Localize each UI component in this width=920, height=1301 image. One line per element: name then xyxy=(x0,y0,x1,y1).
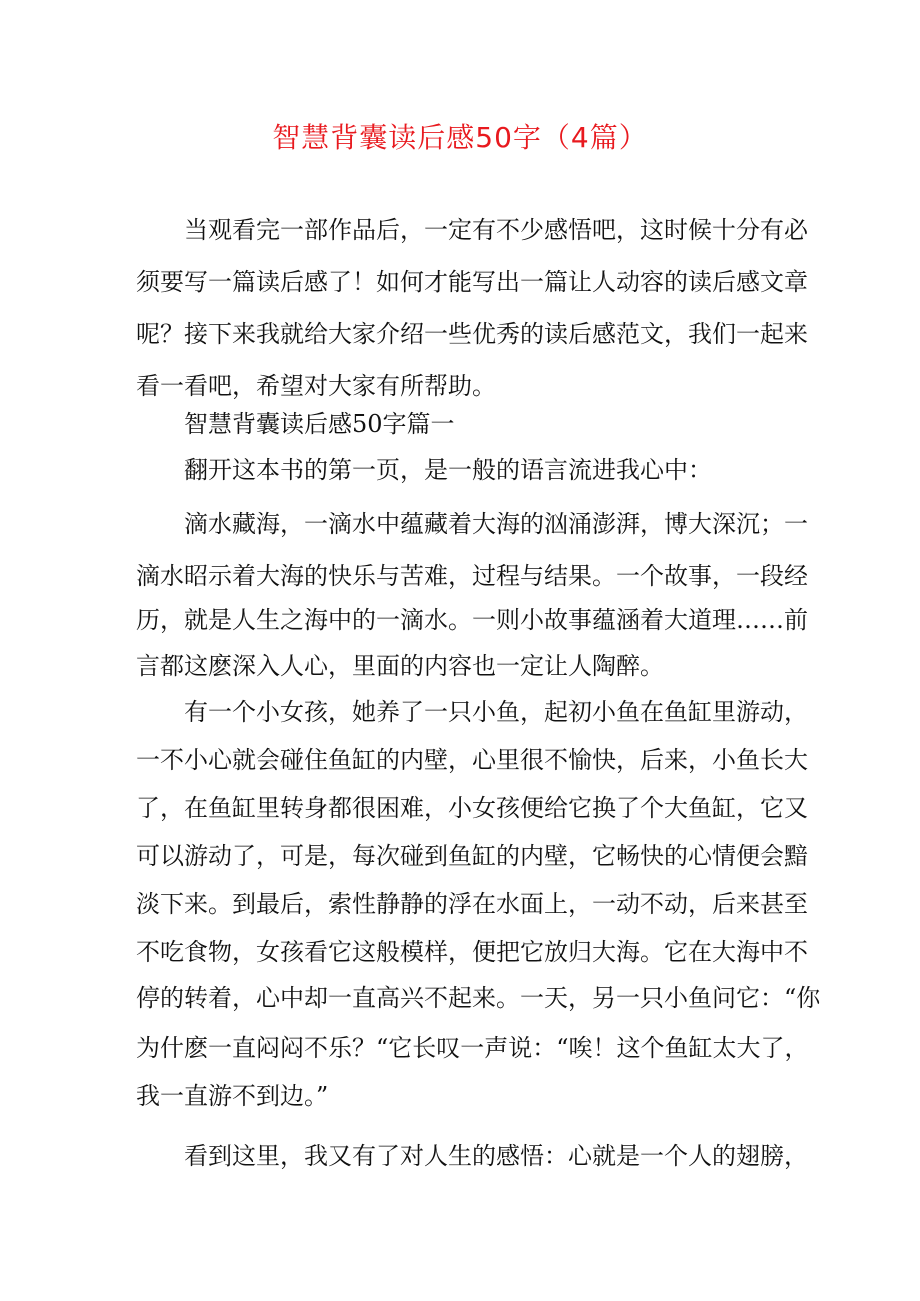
body-line: 当观看完一部作品后，一定有不少感悟吧，这时候十分有必 xyxy=(184,216,808,244)
body-line: 可以游动了，可是，每次碰到鱼缸的内壁，它畅快的心情便会黯 xyxy=(136,842,808,870)
body-line: 不吃食物，女孩看它这般模样，便把它放归大海。它在大海中不 xyxy=(136,938,808,966)
section-heading: 智慧背囊读后感50字篇一 xyxy=(184,410,455,438)
body-line: 呢？接下来我就给大家介绍一些优秀的读后感范文，我们一起来 xyxy=(136,320,808,348)
body-line: 有一个小女孩，她养了一只小鱼，起初小鱼在鱼缸里游动， xyxy=(184,698,808,726)
body-line: 停的转着，心中却一直高兴不起来。一天，另一只小鱼问它：“你 xyxy=(136,984,821,1012)
body-line: 翻开这本书的第一页，是一般的语言流进我心中： xyxy=(184,456,712,484)
body-line: 了，在鱼缸里转身都很困难，小女孩便给它换了个大鱼缸，它又 xyxy=(136,794,808,822)
document-title: 智慧背囊读后感50字（4篇） xyxy=(272,121,648,154)
body-line: 滴水昭示着大海的快乐与苦难，过程与结果。一个故事，一段经 xyxy=(136,562,808,590)
body-line: 言都这麽深入人心，里面的内容也一定让人陶醉。 xyxy=(136,652,664,680)
body-line: 历，就是人生之海中的一滴水。一则小故事蕴涵着大道理……前 xyxy=(136,606,808,634)
body-line: 看一看吧，希望对大家有所帮助。 xyxy=(136,372,496,400)
body-line: 我一直游不到边。” xyxy=(136,1082,329,1110)
body-line: 淡下来。到最后，索性静静的浮在水面上，一动不动，后来甚至 xyxy=(136,890,808,918)
body-line: 一不小心就会碰住鱼缸的内壁，心里很不愉快，后来，小鱼长大 xyxy=(136,746,808,774)
body-line: 须要写一篇读后感了！如何才能写出一篇让人动容的读后感文章 xyxy=(136,268,808,296)
body-line: 为什麽一直闷闷不乐？“它长叹一声说：“唉！这个鱼缸太大了， xyxy=(136,1034,809,1062)
body-line: 滴水藏海，一滴水中蕴藏着大海的汹涌澎湃，博大深沉；一 xyxy=(184,510,808,538)
body-line: 看到这里，我又有了对人生的感悟：心就是一个人的翅膀， xyxy=(184,1142,808,1170)
